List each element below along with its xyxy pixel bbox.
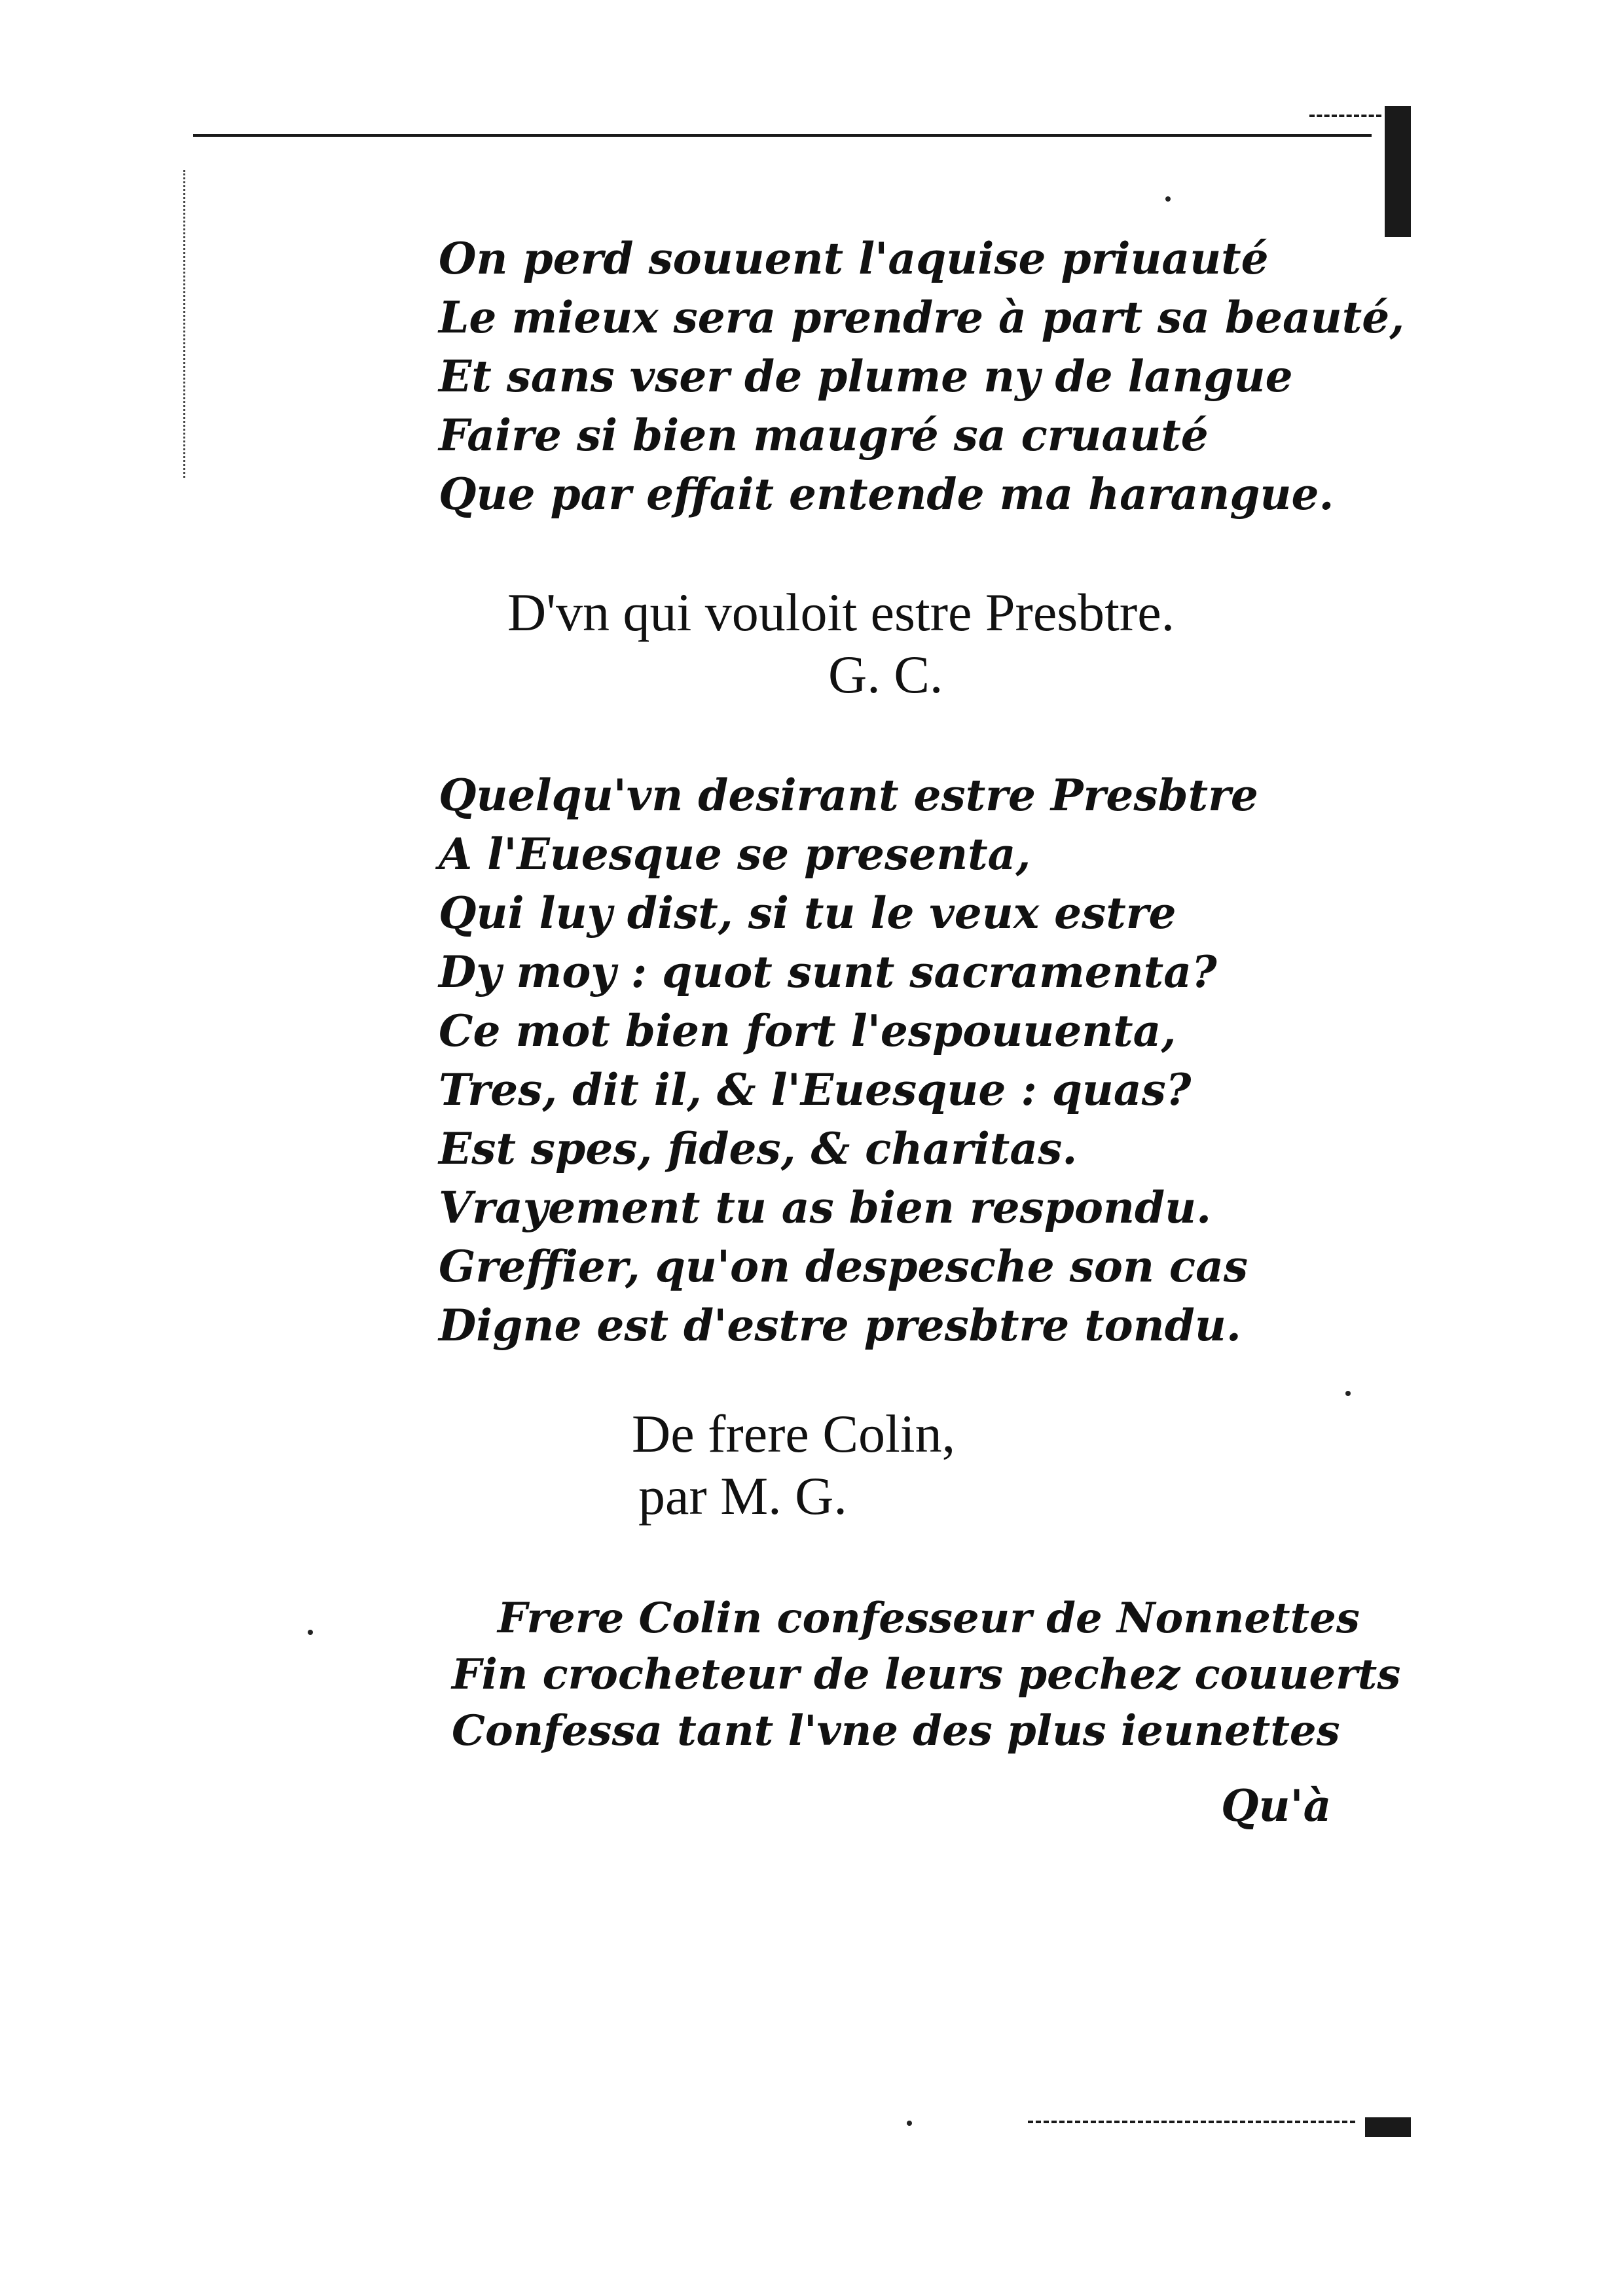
- verse-line: Digne est d'estre presbtre tondu.: [439, 1300, 1241, 1351]
- verse-line: Et sans vser de plume ny de langue: [439, 351, 1293, 402]
- ink-speck: [1165, 196, 1171, 202]
- verse-line: Est spes, fides, & charitas.: [439, 1123, 1078, 1174]
- verse-line: Que par effait entende ma harangue.: [439, 469, 1334, 520]
- verse-line: Greffier, qu'on despesche son cas: [439, 1241, 1249, 1292]
- page-top-rule: [193, 134, 1372, 137]
- poem-author: par M. G.: [638, 1466, 847, 1526]
- verse-line: Fin crocheteur de leurs pechez couuerts: [452, 1650, 1401, 1699]
- stanza-1: [439, 229, 1404, 524]
- verse-line: Dy moy : quot sunt sacramenta?: [439, 946, 1217, 997]
- stanza-3: [452, 1590, 1400, 1759]
- ink-speck: [308, 1630, 313, 1635]
- verse-line: Faire si bien maugré sa cruauté: [439, 410, 1209, 461]
- verse-line: Frere Colin confesseur de Nonnettes: [498, 1594, 1360, 1643]
- stanza-2: [439, 766, 1258, 1355]
- ink-speck: [1345, 1391, 1351, 1396]
- poem-title: D'vn qui vouloit estre Presbtre.: [507, 583, 1175, 642]
- page-top-dash: [1309, 115, 1381, 117]
- scan-edge-top: [1385, 106, 1411, 237]
- page-bottom-dash: [1028, 2121, 1355, 2123]
- verse-line: Ce mot bien fort l'espouuenta,: [439, 1005, 1176, 1056]
- verse-line: Qui luy dist, si tu le veux estre: [439, 888, 1176, 939]
- left-margin-specks: [183, 170, 189, 478]
- verse-line: Confessa tant l'vne des plus ieunettes: [452, 1706, 1340, 1755]
- catchword: Qu'à: [1221, 1780, 1332, 1831]
- verse-line: Quelqu'vn desirant estre Presbtre: [439, 770, 1258, 821]
- poem-author: G. C.: [828, 645, 943, 704]
- scan-edge-bottom: [1365, 2117, 1411, 2137]
- ink-speck: [907, 2121, 912, 2126]
- verse-line: A l'Euesque se presenta,: [439, 829, 1031, 880]
- verse-line: Tres, dit il, & l'Euesque : quas?: [439, 1064, 1192, 1115]
- verse-line: Vrayement tu as bien respondu.: [439, 1182, 1212, 1233]
- verse-line: On perd souuent l'aquise priuauté: [439, 233, 1269, 284]
- poem-title: De frere Colin,: [632, 1404, 956, 1463]
- verse-line: Le mieux sera prendre à part sa beauté,: [439, 292, 1405, 343]
